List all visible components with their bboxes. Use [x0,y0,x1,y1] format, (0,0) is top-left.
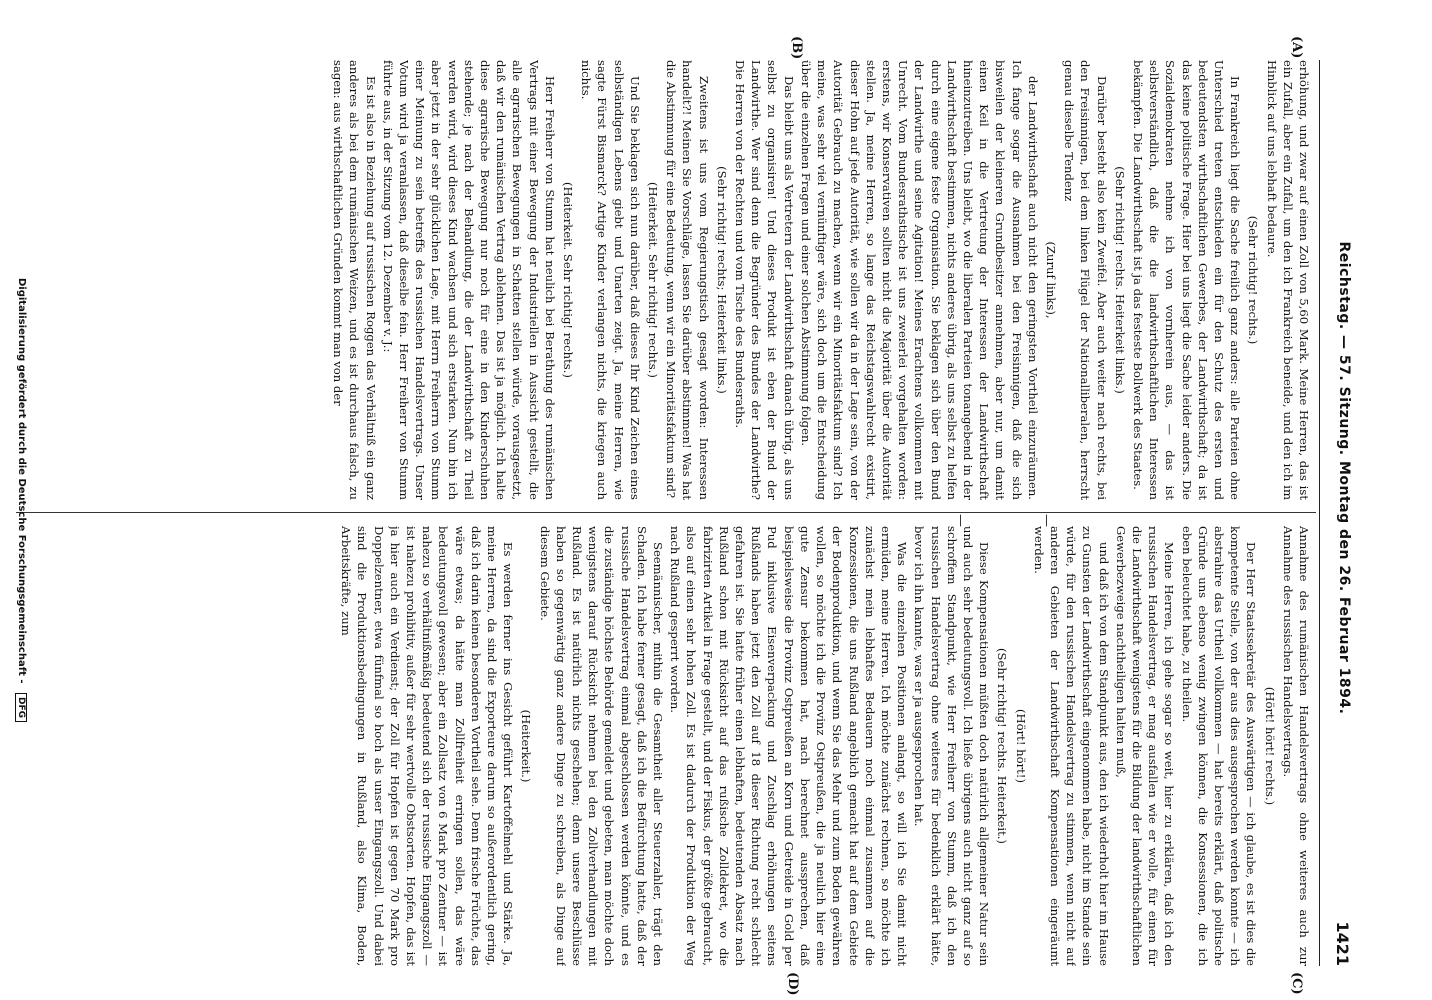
paragraph: Annahme des rumänischen Handelsvertrags ohne weiteres auch zur Annahme des russischen Handelsvertrags. [1280,526,1311,966]
paragraph: Herr Freiherr von Stumm hat neulich bei Berathung des rumänischen Vertrags mit einer Bewegung der Industriellen in Aussicht gestellt, die alle agrarischen Bewegungen in Schatten stellen würde, vorausgesetzt, daß wir den rumänischen Vertrag ablehnen. Das ist ja möglich. Ich halte diese agrarische Bewegung nur noch für eine in den Kinderschuhen stehende; je nach der Behandlung, die der Landwirthschaft zu Theil werden wird, wird dieses Kind wachsen und sich erstarken. Nun bin ich aber jetzt in der sehr glücklichen Lage, mit Herrn Freiherrn von Stumm einer Meinung zu sein betreffs des russischen Handelsvertrags. Unser Votum wird ja veranlassen, daß dieselbe fein. Herr Freiherr von Stumm führte aus, in der Sitzung vom 12. Dezember v. J.: [380,60,557,500]
paragraph: Es ist also in Beziehung auf russischen Roggen das Verhältniß ein ganz anderes als bei dem rumänischen Weizen, und es ist durchaus falsch, zu sagen: aus wirthschaftlichen Gründen kommt man von der [331,60,378,500]
interjection: (Sehr richtig! rechts. Heiterkeit links.) [1112,166,1127,394]
interjection: (Hört! hört!) [1013,709,1028,783]
paragraph: und daß ich von dem Standpunkt aus, den ich wiederholt hier im Hause zu Gunsten der Landwirthschaft eingenommen habe, nicht im Stande sein würde, für den russischen Handelsvertrag zu stimmen, wenn nicht auf anderen Gebieten der Landwirthschaft Kompensationen eingeräumt werden. [1031,526,1111,966]
interjection: (Sehr richtig! rechts; Heiterkeit links.) [714,166,729,394]
header-rule [1319,60,1320,966]
running-head: Reichstag. — 57. Sitzung. Montag den 26. Februar 1894. [1336,241,1352,715]
paragraph: Der Herr Staatssekretär des Auswärtigen — ich glaube, es ist dies die kompetente Stelle, von der aus dies ausgesprochen werden konnte — ich abstrahire das Urtheil vollkommen — hat bereits erklärt, daß politische Gründe uns ebenso wenig zwingen können, die Konsessionen, die ich eben beleuchtet habe, zu theilen. [1179,526,1259,966]
interjection: (Sehr richtig! rechts.) [1246,215,1261,345]
interjection: (Heiterkeit. Sehr richtig! rechts.) [646,182,661,378]
paragraph: Darüber besteht also kein Zweifel. Aber auch weiter nach rechts, bei den Freisinnigen, bei dem linken Flügel der Nationalliberalen, herrscht genau dieselbe Tendenz [1062,60,1109,500]
paragraph: Was die einzelnen Positionen anlangt, so will ich Sie damit nicht ermüden, meine Herren. Ich möchte zunächst rechnen, so möchte ich zunächst mein lebhaftes Bedauern noch einmal zusammen auf die Konzessionen, die uns Rußland angeblich gemacht hat auf dem Gebiete der Bodenproduktion, und wenn Sie das Mehr und zum Boden gewähren wollen, so möchte ich die Provinz Ostpreußen, die ja neulich hier eine gute Zensur bekommen hat, nach berechnet aussprechen, daß beispielsweise die Provinz Ostpreußen an Korn und Getreide in Gold per Pud inklusive Eisenverpackung und Zuschlag erhöhungen seitens Rußlands haben jetzt den Zoll auf 18 dieser Richtung recht schlecht gefahren ist. Sie hatte früher einen lebhaften, bedeutenden Absatz nach Rußland schon mit Rücksicht auf das rußische Zolldekret, wo die fabrizirten Artikel in Frage gestellt, und der Fiskus, der größte gebraucht, also auf einen sehr hohen Zoll. Es ist dadurch der Produktion der Weg nach Rußland gesperrt worden. [668,526,910,966]
page-header [1326,60,1352,966]
paragraph: Es werden ferner ins Gesicht geführt Kartoffelmehl und Stärke. Ja, meine Herren, da sind die Exporteure darum so außerordentlich gering, daß ich darin keinen besonderen Vortheil sehe. Denn frische Früchte, das wäre etwas; da hätte man Zollfreiheit erringen sollen, das wäre bedeutungsvoll gewesen; aber ein Zollsatz von 6 Mark pro Zentner — ist nahezu so verhältnißmäßig bedeutend sich der russische Eingangszoll — ist nahezu prohibitiv, außer für sehr wertvolle Obstsorten. Hopfen, das ist ja hier auch ein Verdienst; der Zoll für Hopfen ist gegen 70 Mark pro Doppelzentner, etwa fünfmal so hoch als unser Eingangszoll. Und dabei sind die Produktionsbedingungen in Rußland, also Klima, Boden, Arbeitskräfte, zum [339,526,516,966]
margin-marker-a: (A) [1289,36,1304,59]
paragraph: Das bleibt uns als Vertretern der Landwirthschaft danach übrig, als uns selbst zu organisiren! Und dieses Produkt ist eben der Bund der Landwirthe. Wer sind denn die Begründer des Bundes der Landwirthe? Die Herren von der Rechten und vom Tische des Bundesraths. [733,60,796,500]
interjection: (Heiterkeit.) [519,709,534,783]
interjection: (Zuruf links), [1043,241,1058,319]
dfg-logo: DFG [15,693,27,722]
paragraph: Diese Kompensationen müßten doch natürlich allgemeiner Natur sein und auch sehr bedeutungsvoll. Ich ließe übrigens auch nicht ganz auf so schroffem Standpunkt, wie Herr Freiherr von Stumm, daß ich den russischen Handelsvertrag ohne weiteres für bedenklich erklärt hätte, bevor ich ihn kannte, was er ja ausgesprochen hat. [912,526,992,966]
interjection: (Hört! hört! rechts.) [1262,686,1277,806]
paragraph: Zweitens ist uns vom Regierungstisch gesagt worden: Interessen handelt?! Meinen Sie Vorschläge, lassen Sie darüber abstimmen! Was hat die Abstimmung für eine Bedeutung, wenn wir ein Minoritätsfaktum sind? [664,60,711,500]
interjection: (Sehr richtig! rechts. Heiterkeit.) [995,648,1010,844]
paragraph: erhöhung, und zwar auf einen Zoll von 5,60 Mark. Meine Herren, das ist ein Zufall, aber ein Zufall, um den ich Frankreich beneide, und den ich im Hinblick auf uns lebhaft bedaure. [1264,60,1311,500]
column-divider [16,512,1316,513]
paragraph: Meine Herren, ich gehe sogar so weit, hier zu erklären, daß ich den russischen Handelsvertrag, er mag ausfallen wie er wolle, für einen für die Landwirthschaft wenigstens für die Bildung der landwirthschaftlichen Gewerbezweige nachtheiligen halten muß, [1113,526,1177,966]
paragraph: der Landwirthschaft auch nicht den geringsten Vortheil einzuräumen. Ich fange sogar die Ausnahmen bei den Freisinnigen, daß die sich bisweilen der kleineren Grundbesitzer annehmen, aber nur, um damit einen Keil in die Vertretung der Interessen der Landwirthschaft hineinzutreiben. Uns bleibt, wo die liberalen Parteien tonangebend in der Landwirthschaft bestimmen, nichts anderes übrig, als uns selbst zu helfen durch eine eigene feste Organisation. Sie beklagen sich über den Bund der Landwirthe und seine Agitation! Meines Erachtens vollkommen mit Unrecht. Vom Bundesrathstische ist uns zweierlei vorgehalten worden: erstens, wir Konservativen sollten nicht die Majorität über die Autorität stellen. Ja, meine Herren, so lange das Reichstagswahlrecht existirt, dieser Hohn auf jede Autorität, wie sollen wir da in der Lage sein, von der Autorität Gebrauch zu machen, wenn wir ein Minoritätsfaktum sind? Ich meine, was sehr viel vernünftiger wäre, sich doch um die Entscheidung über die einzelnen Fragen und einer solchen Abstimmung folgen. [798,60,1040,500]
credit-text: Digitalisierung gefördert durch die Deutsche Forschungsgemeinschaft - [16,277,27,684]
page-number: 1421 [1333,921,1352,966]
digitization-credit [15,0,27,1000]
right-column [12,526,1312,966]
column-dash: — [953,514,968,527]
paragraph: Und Sie beklagen sich nun darüber, daß dieses Ihr Kind Zeichen eines selbständigen Lebens giebt und Unarten zeigt. Ja, meine Herren, wie sagte Fürst Bismarck? Artige Kinder verlangen nichts, die kriegen auch nichts. [579,60,642,500]
paragraph: Seemännischer, mithin die Gesamtheit aller Steuerzahler, trägt den Schaden. Ich habe ferner gesagt, daß ich die Befürchtung hatte, daß der russische Handelsvertrag einmal abgeschlossen werden könnte, und es die zuständige höchste Behörde gemeldet und gebeten, man möchte doch wenigstens darauf Rücksicht nehmen bei den Zollverhandlungen mit Rußland. Es ist natürlich nichts geschehen; denn unsere Beschlüsse haben so gegenwärtig ganz andere Dinge zu schreiben, als Dinge auf diesem Gebiete. [537,526,666,966]
column-dash: — [1039,514,1054,527]
margin-marker-c: (C) [1289,972,1304,995]
paragraph: In Frankreich liegt die Sache freilich ganz anders: alle Parteien ohne Unterschied treten entschieden ein für den Schutz des ersten und bedeutendsten wirthschaftlichen Gewerbes, der Landwirthschaft; da ist das keine politische Frage. Hier bei uns liegt die Sache leider anders. Die Sozialdemokraten nehme ich von vornherein aus, — das ist selbstverständlich, daß die die landwirthschaftlichen Interessen bekämpfen. Die Landwirthschaft ist ja das festeste Bollwerk des Staates. [1130,60,1243,500]
left-column [12,60,1312,500]
margin-marker-d: (D) [785,972,800,996]
interjection: (Heiterkeit. Sehr richtig! rechts.) [561,182,576,378]
margin-marker-b: (B) [789,36,804,60]
